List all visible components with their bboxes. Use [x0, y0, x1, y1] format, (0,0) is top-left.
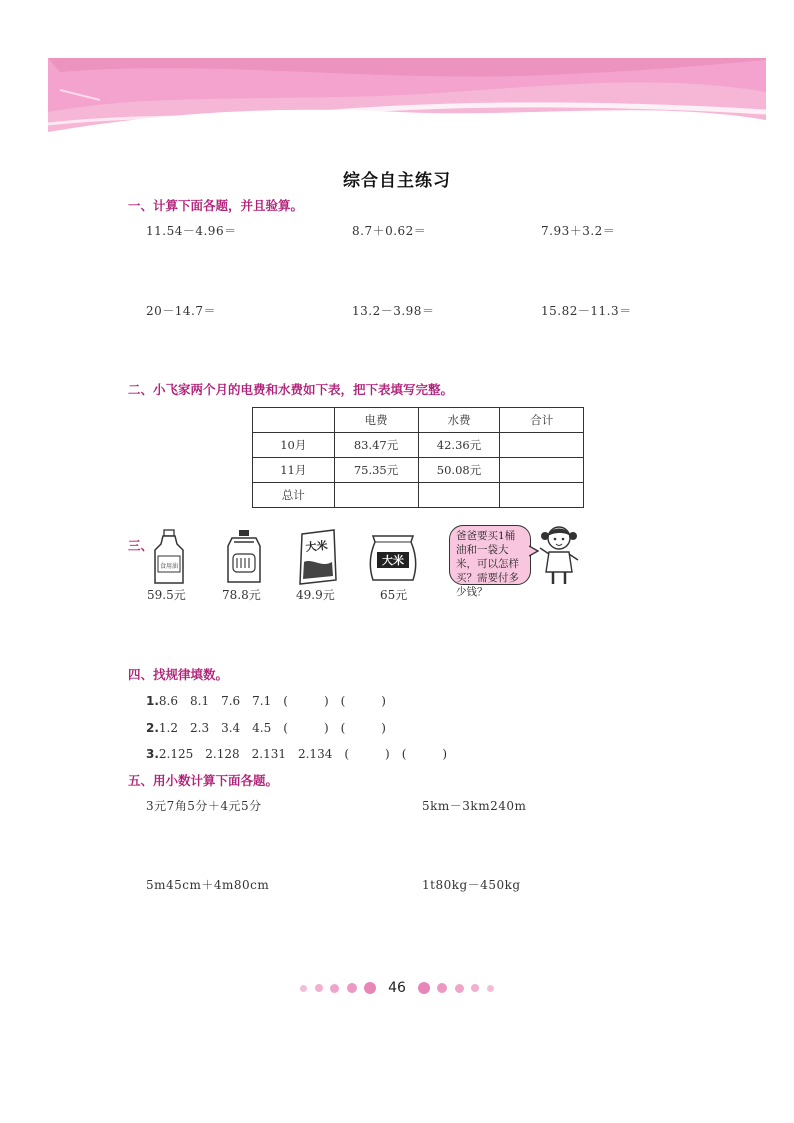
table-header-cell: 电费	[334, 408, 418, 433]
sequence-text: 2.125 2.128 2.131 2.134 ( ) ( )	[158, 747, 448, 761]
sequence-text: 8.6 8.1 7.6 7.1 ( ) ( )	[158, 694, 386, 708]
price-label: 49.9元	[296, 588, 335, 602]
table-row	[253, 483, 584, 508]
calc-problem: 7.93＋3.2＝	[541, 224, 616, 238]
sequence-number: 2.	[146, 721, 159, 735]
calc-problem: 5km－3km240m	[422, 799, 527, 813]
decor-dot	[364, 982, 376, 994]
table-cell: 50.08元	[418, 458, 500, 483]
section1-heading: 一、计算下面各题，并且验算。	[128, 198, 304, 213]
table-header-cell	[253, 408, 335, 433]
table-cell: 42.36元	[418, 433, 500, 458]
calc-problem: 20－14.7＝	[146, 304, 216, 318]
table-cell-blank[interactable]	[334, 483, 418, 508]
decor-dot	[300, 985, 307, 992]
oil-bottle-label: 食用油	[159, 563, 179, 570]
calc-problem: 3元7角5分＋4元5分	[146, 799, 262, 813]
sequence-item	[146, 692, 386, 709]
table-cell: 总计	[253, 483, 335, 508]
table-header-cell: 水费	[418, 408, 500, 433]
table-cell: 83.47元	[334, 433, 418, 458]
table-row	[253, 433, 584, 458]
table-row	[253, 458, 584, 483]
sequence-number: 3.	[146, 747, 159, 761]
decor-dot	[347, 983, 357, 993]
table-cell: 75.35元	[334, 458, 418, 483]
fee-table	[252, 407, 584, 508]
calc-problem: 5m45cm＋4m80cm	[146, 878, 270, 892]
calc-problem: 13.2－3.98＝	[352, 304, 435, 318]
rice-bag-large-icon	[367, 532, 419, 584]
oil-barrel-icon	[222, 528, 266, 586]
page-title: 综合自主练习	[343, 171, 451, 191]
oil-bottle-icon	[150, 528, 188, 586]
rice-bag-small-icon	[296, 528, 340, 586]
decor-dot	[418, 982, 430, 994]
decor-dot	[487, 985, 494, 992]
bubble-tail	[529, 545, 539, 557]
header-banner	[0, 0, 794, 150]
table-cell: 10月	[253, 433, 335, 458]
decor-dot	[315, 984, 323, 992]
girl-character-icon	[534, 522, 584, 588]
calc-problem: 1t80kg－450kg	[422, 878, 521, 892]
price-label: 65元	[380, 588, 408, 602]
section4-heading: 四、找规律填数。	[128, 667, 229, 682]
table-cell-blank[interactable]	[500, 483, 584, 508]
section3-heading: 三、	[128, 538, 154, 553]
page-number-bar	[0, 980, 794, 996]
sequence-number: 1.	[146, 694, 159, 708]
decor-dot	[455, 984, 464, 993]
calc-problem: 15.82－11.3＝	[541, 304, 632, 318]
section5-heading: 五、用小数计算下面各题。	[128, 773, 279, 788]
calc-problem: 11.54－4.96＝	[146, 224, 237, 238]
decor-dot	[471, 984, 479, 992]
sequence-item	[146, 745, 447, 762]
sequence-item	[146, 719, 386, 736]
section2-heading: 二、小飞家两个月的电费和水费如下表，把下表填写完整。	[128, 382, 454, 397]
page-number: 46	[388, 980, 406, 996]
table-cell-blank[interactable]	[500, 433, 584, 458]
calc-problem: 8.7＋0.62＝	[352, 224, 427, 238]
table-cell: 11月	[253, 458, 335, 483]
table-cell-blank[interactable]	[500, 458, 584, 483]
table-cell-blank[interactable]	[418, 483, 500, 508]
speech-bubble: 爸爸要买1桶油和一袋大米，可以怎样买？需要付多少钱？	[449, 525, 531, 585]
price-label: 78.8元	[222, 588, 261, 602]
rice-bag-small-label: 大米	[305, 538, 329, 555]
decor-dot	[330, 984, 339, 993]
price-label: 59.5元	[147, 588, 186, 602]
decor-dot	[437, 983, 447, 993]
sequence-text: 1.2 2.3 3.4 4.5 ( ) ( )	[158, 721, 386, 735]
table-header-row	[253, 408, 584, 433]
table-header-cell: 合计	[500, 408, 584, 433]
rice-bag-large-label: 大米	[382, 554, 404, 567]
